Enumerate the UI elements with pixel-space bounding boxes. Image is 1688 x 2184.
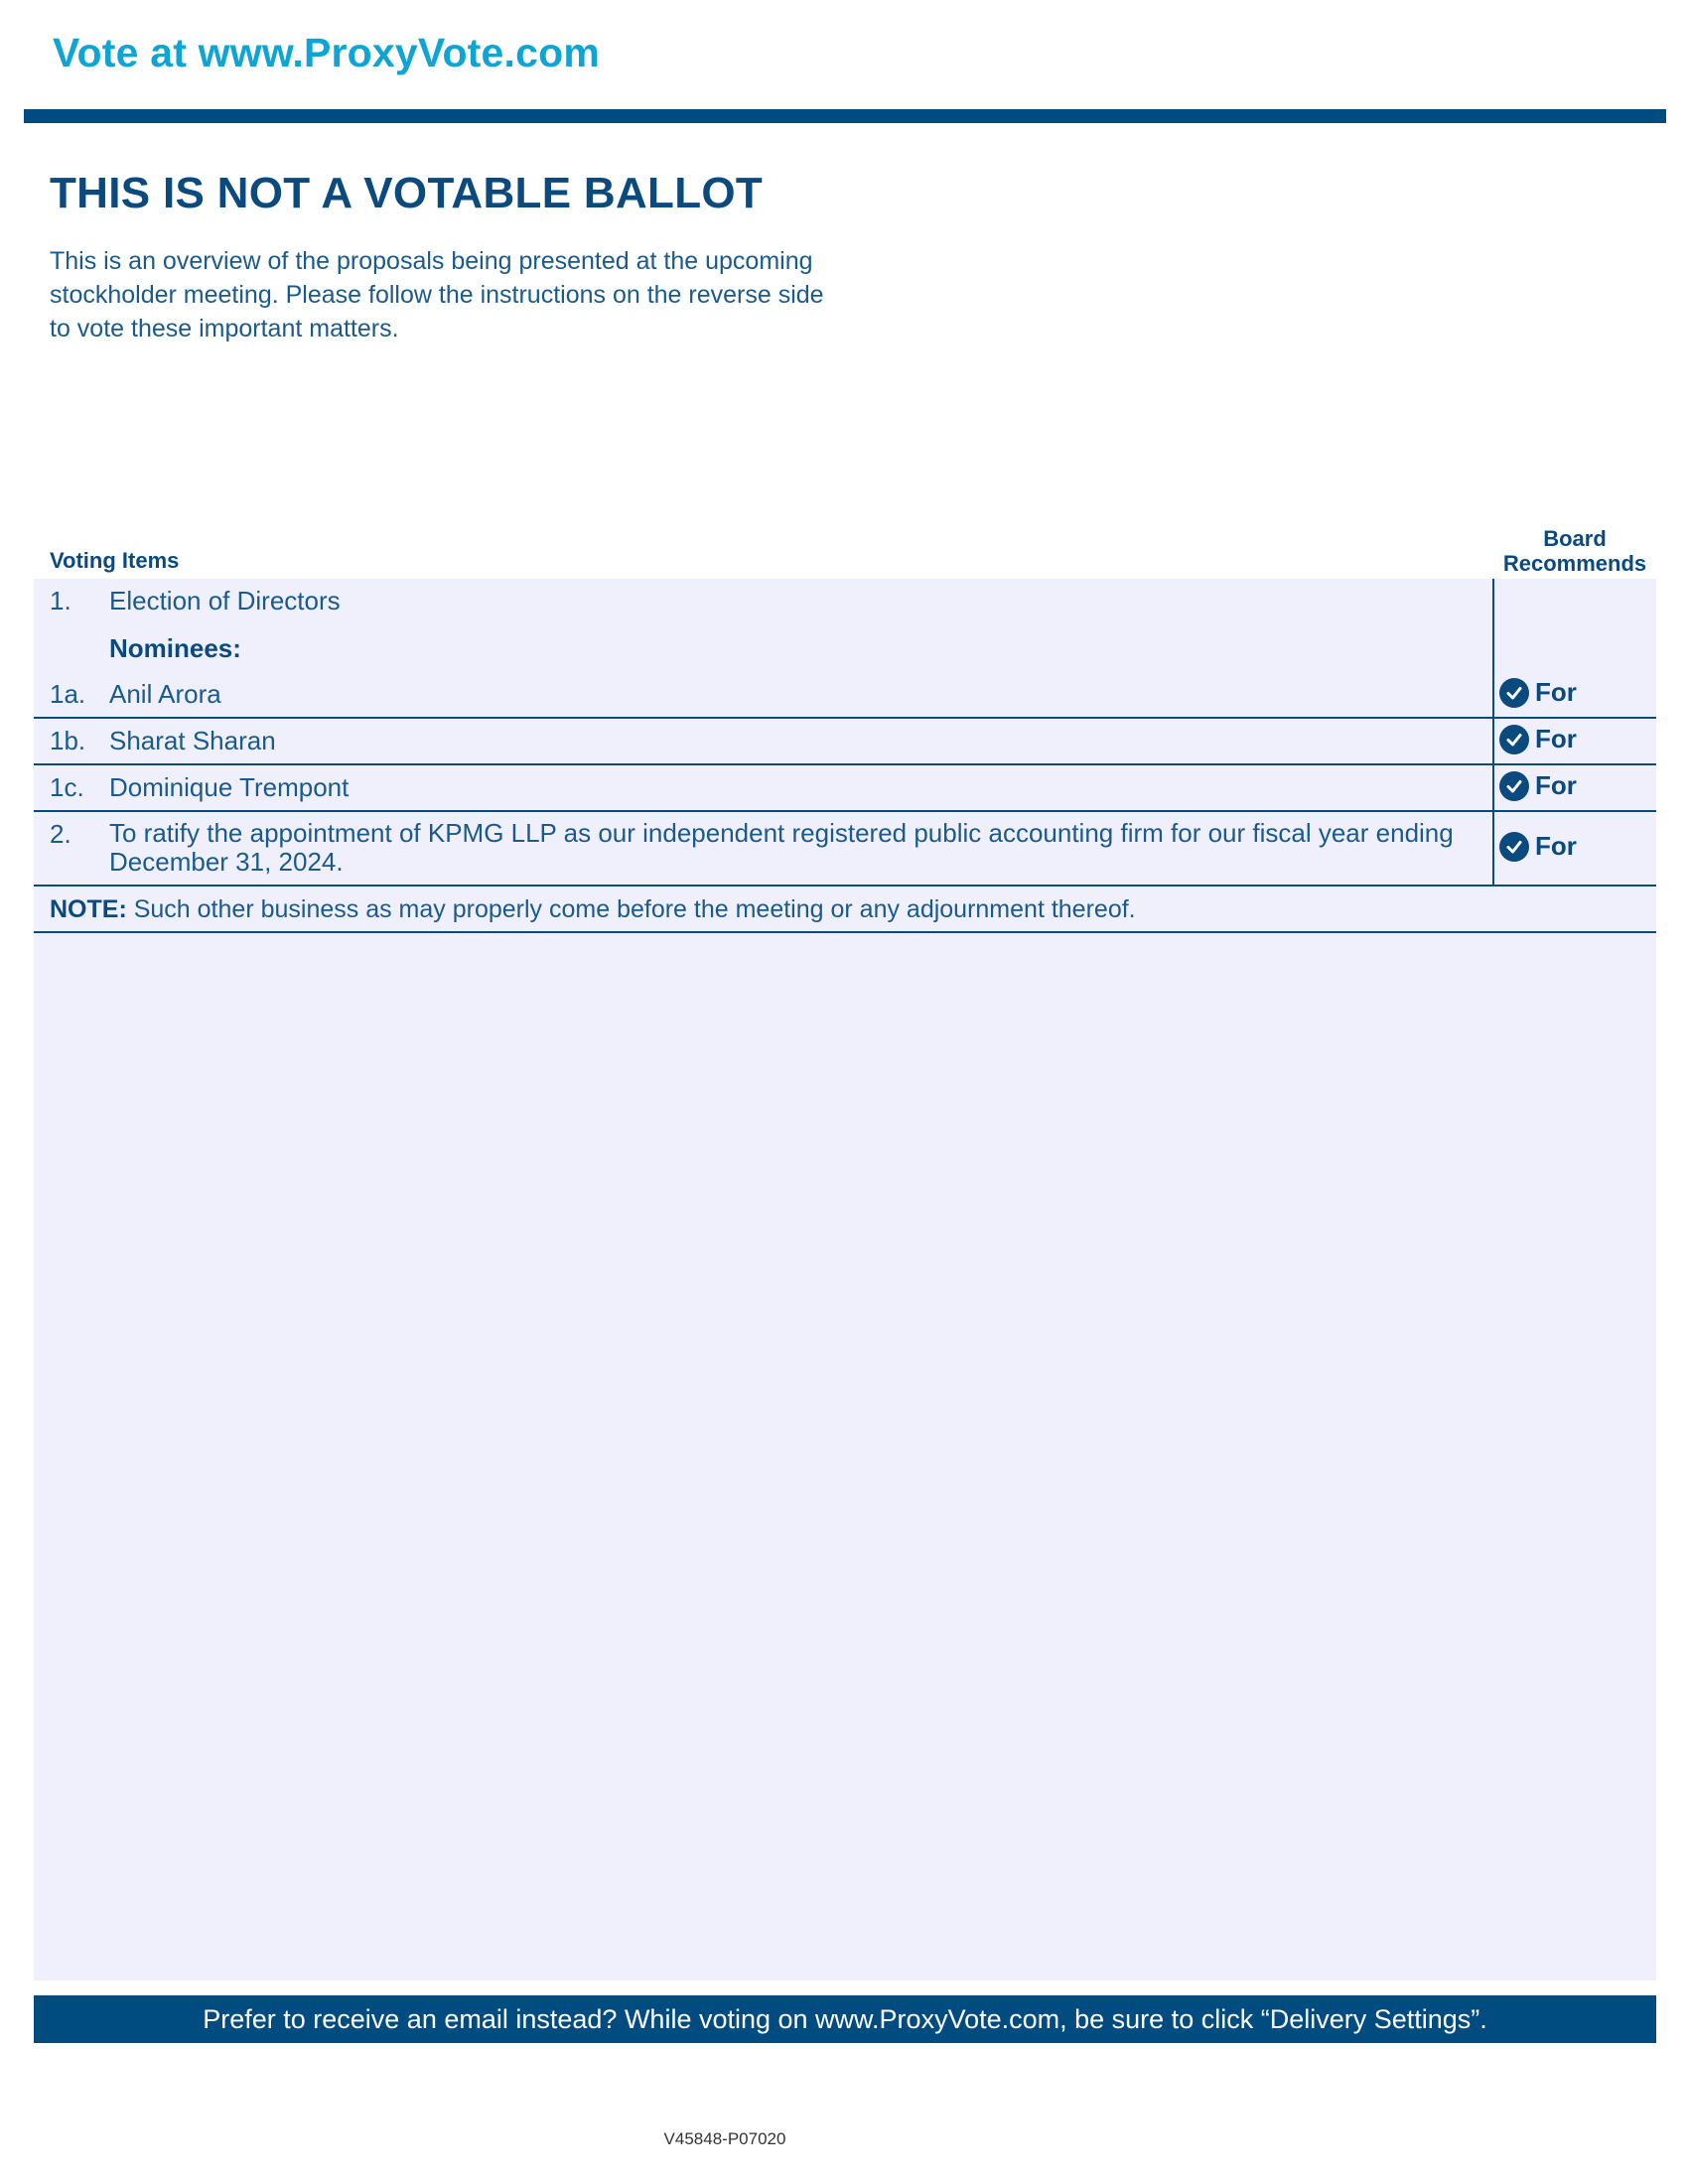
recommendation-label: For bbox=[1535, 831, 1577, 861]
board-recommends-header bbox=[1489, 526, 1660, 576]
checkmark-circle-icon bbox=[1499, 678, 1529, 708]
note-label: NOTE: bbox=[50, 895, 127, 923]
header-divider-bar bbox=[24, 109, 1666, 123]
checkmark-circle-icon bbox=[1499, 832, 1529, 862]
nominee-sharat-sharan: Sharat Sharan bbox=[109, 726, 276, 755]
nominee-dominique-trempont: Dominique Trempont bbox=[109, 772, 350, 802]
board-recommends-line1: Board bbox=[1543, 526, 1607, 551]
delivery-settings-banner bbox=[34, 1995, 1656, 2043]
note-text bbox=[50, 895, 1136, 924]
document-code: V45848-P07020 bbox=[663, 2129, 786, 2148]
nominee-anil-arora: Anil Arora bbox=[109, 679, 221, 709]
row-divider bbox=[34, 885, 1656, 887]
item-ratify-kpmg bbox=[109, 819, 1484, 877]
row-divider bbox=[34, 717, 1656, 719]
recommendation-label: For bbox=[1535, 677, 1577, 707]
note-body: Such other business as may properly come before the meeting or any adjournment thereof. bbox=[126, 895, 1136, 923]
recommendation-2 bbox=[1499, 831, 1577, 862]
recommendation-label: For bbox=[1535, 724, 1577, 753]
checkmark-circle-icon bbox=[1499, 771, 1529, 801]
item-number: 1a. bbox=[50, 679, 86, 709]
nominees-label: Nominees: bbox=[109, 633, 241, 663]
recommendation-1c bbox=[1499, 770, 1577, 801]
item-number: 1. bbox=[50, 586, 71, 615]
item-number: 2. bbox=[50, 819, 71, 849]
recommendation-1a bbox=[1499, 677, 1577, 708]
item-number: 1b. bbox=[50, 726, 86, 755]
row-divider bbox=[34, 931, 1656, 933]
checkmark-circle-icon bbox=[1499, 725, 1529, 754]
item-number: 1c. bbox=[50, 772, 84, 802]
item-ratify-kpmg-line1: To ratify the appointment of KPMG LLP as our independent registered public accounting firm for our fiscal year ending bbox=[109, 818, 1454, 848]
row-divider bbox=[34, 763, 1656, 765]
row-divider bbox=[34, 810, 1656, 812]
recommendation-label: For bbox=[1535, 770, 1577, 800]
vote-at-proxyvote-header: Vote at www.ProxyVote.com bbox=[53, 30, 601, 75]
intro-paragraph: This is an overview of the proposals being presented at the upcoming stockholder meeting. Please follow the instructions on the reverse side to vote these important matters. bbox=[50, 247, 824, 342]
recommendation-column-divider bbox=[1492, 579, 1494, 886]
item-ratify-kpmg-line2: December 31, 2024. bbox=[109, 847, 344, 877]
item-election-of-directors: Election of Directors bbox=[109, 586, 341, 615]
voting-items-header: Voting Items bbox=[50, 548, 180, 573]
delivery-settings-text: Prefer to receive an email instead? While voting on www.ProxyVote.com, be sure to click “Delivery Settings”. bbox=[203, 2003, 1487, 2034]
recommendation-1b bbox=[1499, 724, 1577, 754]
page-title: THIS IS NOT A VOTABLE BALLOT bbox=[50, 169, 764, 217]
board-recommends-line2: Recommends bbox=[1502, 551, 1647, 576]
